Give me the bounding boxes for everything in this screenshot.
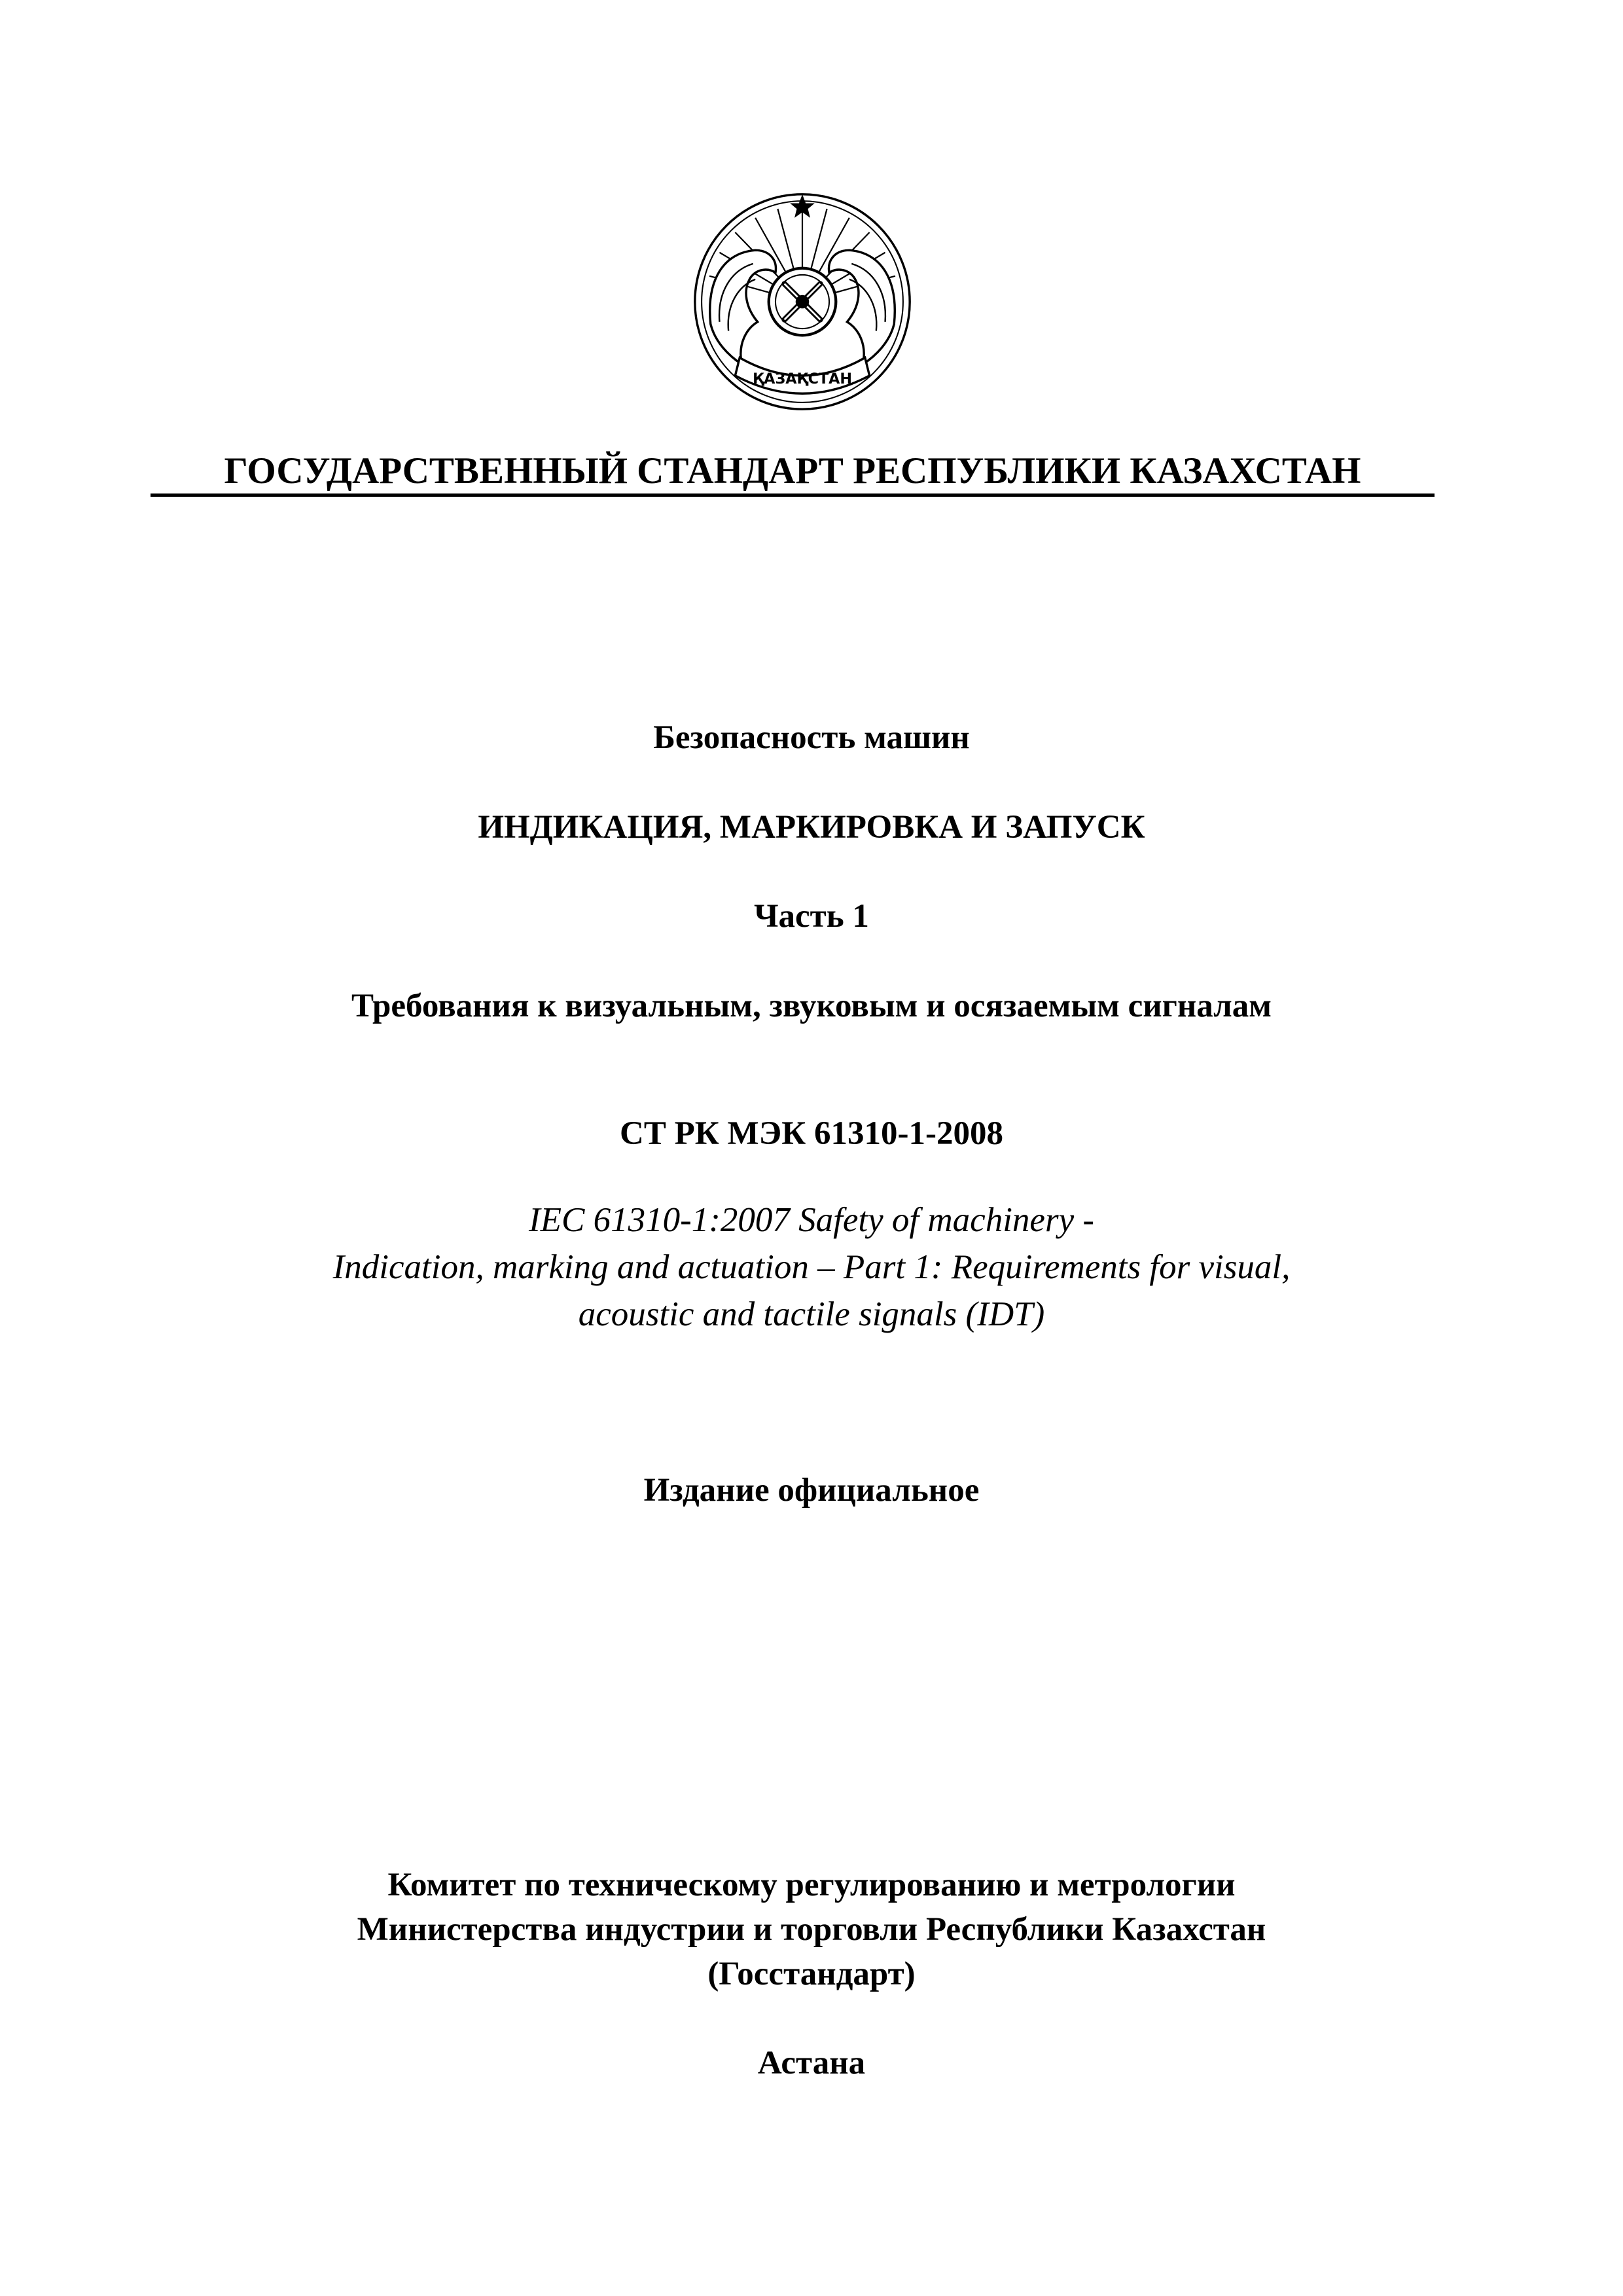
emblem-inscription: ҚАЗАҚСТАН <box>753 370 852 387</box>
iec-reference-line-2: Indication, marking and actuation – Part 1: Requirements for visual, <box>332 1248 1291 1286</box>
publisher-line-1: Комитет по техническому регулированию и метрологии <box>387 1867 1236 1903</box>
document-part: Часть 1 <box>754 898 869 935</box>
iec-reference-line-1: IEC 61310-1:2007 Safety of machinery - <box>529 1201 1094 1239</box>
document-title: ИНДИКАЦИЯ, МАРКИРОВКА И ЗАПУСК <box>478 809 1145 846</box>
publication-city: Астана <box>757 2045 866 2081</box>
document-subtitle: Требования к визуальным, звуковым и осязаемым сигналам <box>351 988 1272 1024</box>
header-divider <box>151 493 1435 497</box>
standard-header: ГОСУДАРСТВЕННЫЙ СТАНДАРТ РЕСПУБЛИКИ КАЗАХСТАН <box>224 450 1361 492</box>
edition-label: Издание официальное <box>643 1472 980 1509</box>
document-subject: Безопасность машин <box>653 719 970 756</box>
publisher-line-2: Министерства индустрии и торговли Республики Казахстан <box>357 1911 1266 1948</box>
document-designation: СТ РК МЭК 61310-1-2008 <box>620 1115 1003 1152</box>
publisher-line-3: (Госстандарт) <box>707 1956 916 1992</box>
iec-reference-line-3: acoustic and tactile signals (IDT) <box>578 1295 1045 1333</box>
state-emblem-icon <box>690 190 914 414</box>
